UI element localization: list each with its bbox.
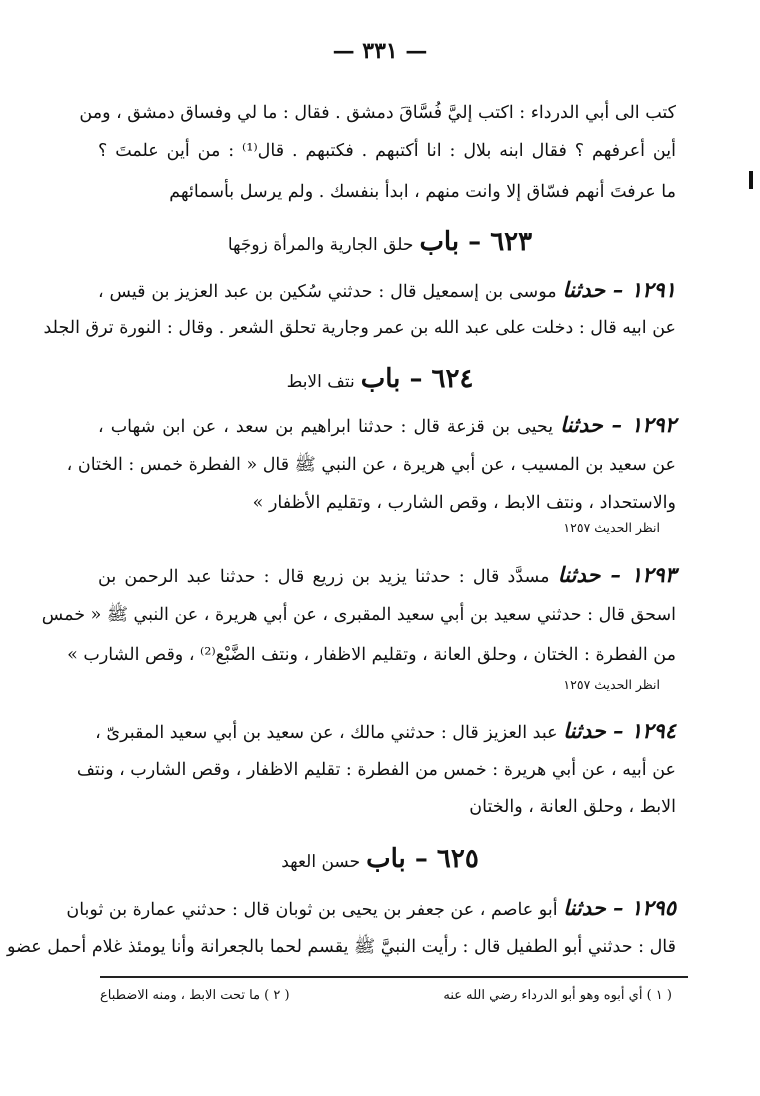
cross-reference: انظر الحديث ١٢٥٧ — [563, 677, 660, 692]
text-line-1: كتب الى أبي الدرداء : اكتب إليَّ فُسَّاقَ دمشق . فقال : ما لي وفساق دمشق ، ومن — [79, 103, 676, 123]
chapter-title: حلق الجارية والمرأة زوجَها — [227, 235, 414, 255]
hadith-text: عبد العزيز قال : حدثني مالك ، عن سعيد بن أبي سعيد المقبرىّ ، — [95, 723, 558, 743]
hadith-1292-line-3: والاستحداد ، ونتف الابط ، وقص الشارب ، وتقليم الأظفار » — [252, 493, 676, 513]
hadith-1293-line-3: من الفطرة : الختان ، وحلق العانة ، وتقليم الاظفار ، ونتف الضَّبْع⁽²⁾ ، وقص الشارب » — [67, 645, 676, 665]
hadith-1291-line-2: عن ابيه قال : دخلت على عبد الله بن عمر وجارية تحلق الشعر . وقال : النورة ترق الجلد — [43, 318, 676, 338]
text-line-2: أين أعرفهم ؟ فقال ابنه بلال : انا أكتبهم . فكتبهم . قال⁽¹⁾ : من أين علمتَ ؟ — [98, 141, 676, 161]
chapter-number: ٦٢٥ – باب — [366, 844, 479, 874]
hadith-text: مسدَّد قال : حدثنا يزيد بن زريع قال : حدثنا عبد الرحمن بن — [98, 567, 550, 587]
chapter-number: ٦٢٤ – باب — [360, 364, 474, 394]
cross-reference: انظر الحديث ١٢٥٧ — [563, 520, 660, 535]
hadith-text: موسى بن إسمعيل قال : حدثني سُكين بن عبد العزيز بن قيس ، — [98, 282, 557, 302]
hadith-1295-line-1 — [66, 893, 676, 925]
hadith-number: ١٢٩٤ – حدثنا — [563, 718, 676, 743]
chapter-heading-624 — [0, 362, 760, 399]
chapter-number: ٦٢٣ – باب — [419, 227, 533, 257]
hadith-1294-line-3: الابط ، وحلق العانة ، والختان — [469, 797, 676, 817]
hadith-text: يحيى بن قزعة قال : حدثنا ابراهيم بن سعد ، عن ابن شهاب ، — [98, 417, 554, 437]
hadith-number: ١٢٩٣ – حدثنا — [557, 562, 676, 587]
hadith-number: ١٢٩١ – حدثنا — [562, 277, 676, 302]
footnote-1: ( ١ ) أي أبوه وهو أبو الدرداء رضي الله عنه — [443, 988, 672, 1003]
chapter-title: نتف الابط — [286, 372, 355, 392]
hadith-1293-line-1 — [98, 560, 676, 592]
text-line-3: ما عرفتَ أنهم فسّاق إلا وانت منهم ، ابدأ بنفسك . ولم يرسل بأسمائهم — [169, 182, 676, 202]
footnote-2: ( ٢ ) ما تحت الابط ، ومنه الاضطباع — [100, 988, 290, 1003]
chapter-heading-623 — [0, 225, 760, 262]
margin-mark — [749, 171, 753, 189]
hadith-1294-line-2: عن أبيه ، عن أبي هريرة : خمس من الفطرة : تقليم الاظفار ، وقص الشارب ، ونتف — [76, 760, 676, 780]
hadith-1295-line-2: قال : حدثني أبو الطفيل قال : رأيت النبيَّ ﷺ يقسم لحما بالجعرانة وأنا يومئذ غلام أحمل عضو — [7, 937, 676, 957]
hadith-1292-line-2: عن سعيد بن المسيب ، عن أبي هريرة ، عن النبي ﷺ قال « الفطرة خمس : الختان ، — [66, 455, 676, 475]
chapter-title: حسن العهد — [281, 852, 361, 872]
hadith-number: ١٢٩٥ – حدثنا — [563, 895, 676, 920]
hadith-1291-line-1 — [98, 275, 676, 307]
hadith-text: أبو عاصم ، عن جعفر بن يحيى بن ثوبان قال : حدثني عمارة بن ثوبان — [66, 900, 558, 920]
hadith-1292-line-1 — [98, 410, 676, 442]
chapter-heading-625 — [0, 842, 760, 879]
page-number: — ٣٣١ — — [332, 38, 428, 64]
hadith-1293-line-2: اسحق قال : حدثني سعيد بن أبي سعيد المقبرى ، عن أبي هريرة ، عن النبي ﷺ « خمس — [41, 605, 676, 625]
hadith-1294-line-1 — [95, 716, 676, 748]
footnote-divider — [100, 976, 688, 978]
hadith-number: ١٢٩٢ – حدثنا — [560, 412, 676, 437]
